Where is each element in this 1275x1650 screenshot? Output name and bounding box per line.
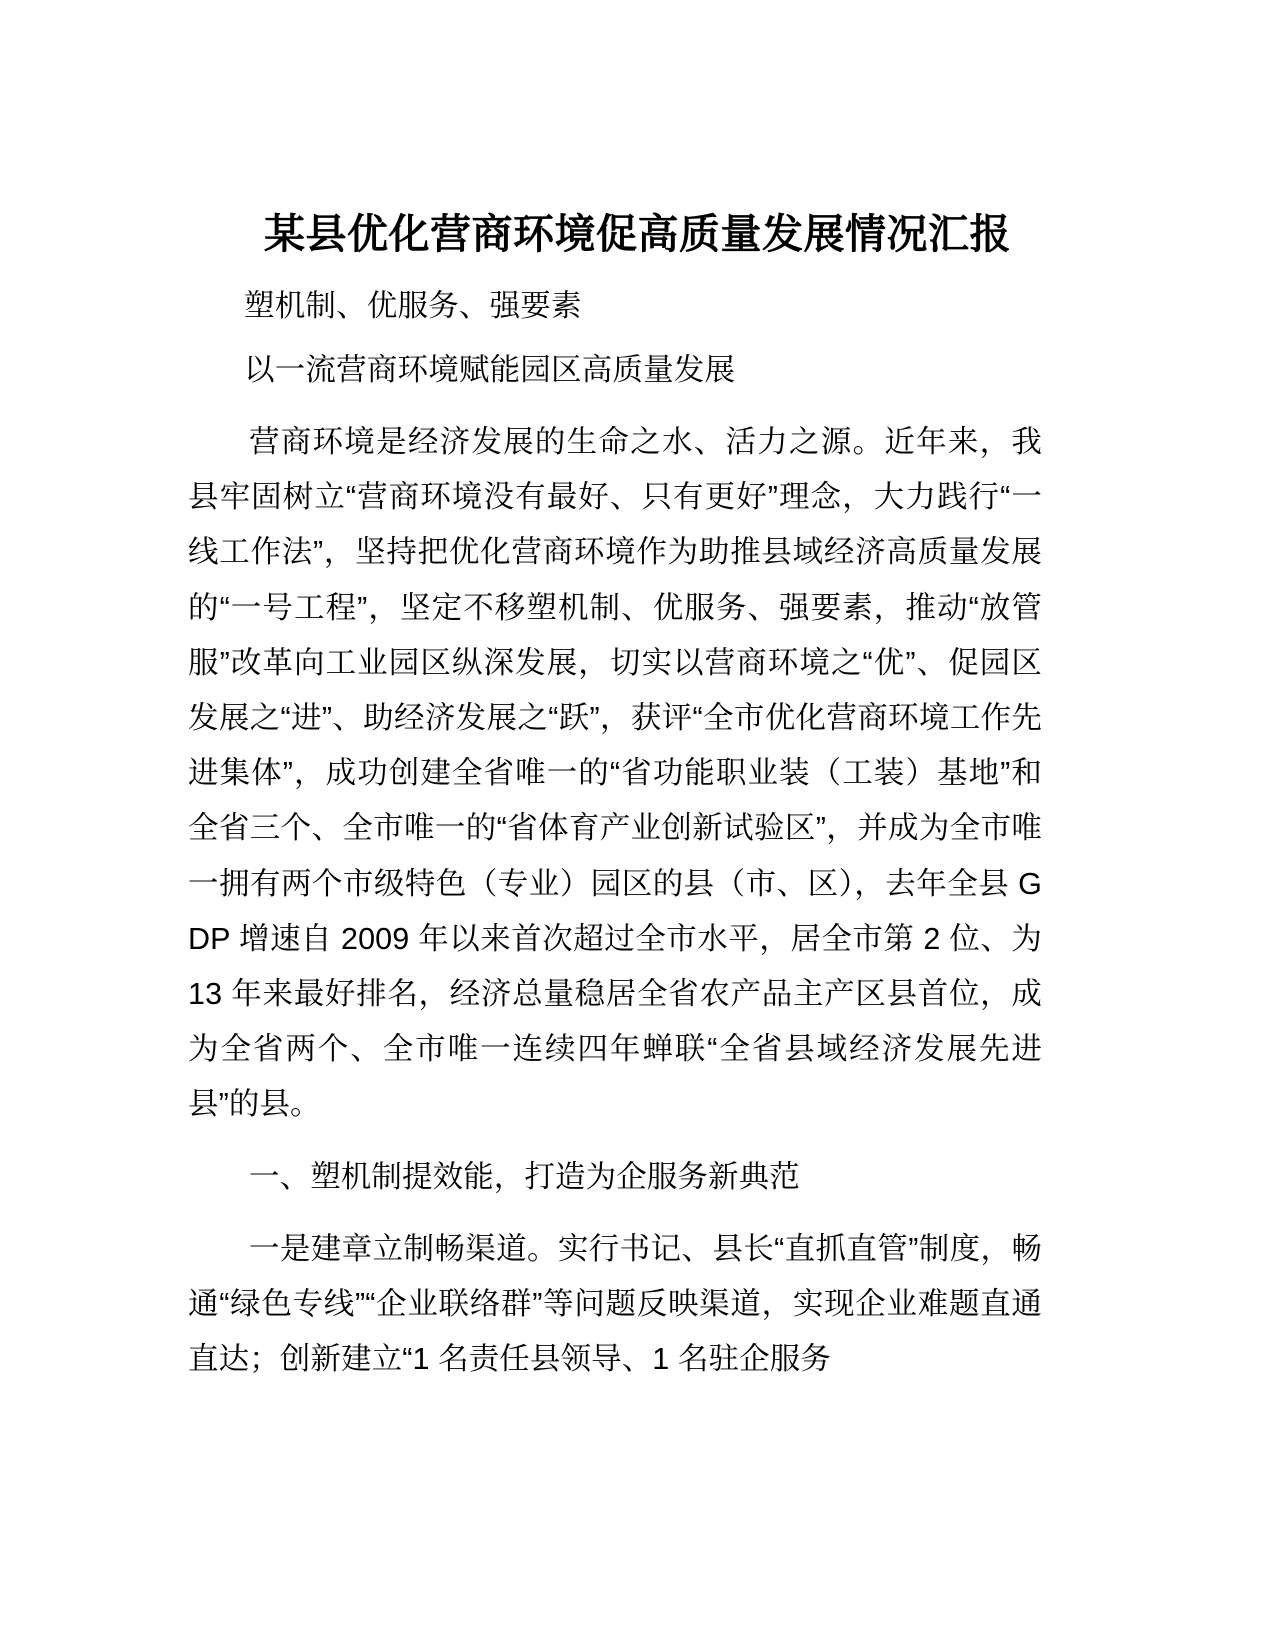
paragraph-spacer-2 — [188, 1205, 1042, 1222]
document-subtitle-1: 塑机制、优服务、强要素 — [244, 289, 582, 323]
subtitle-spacer — [188, 334, 1042, 342]
intro-paragraph: 营商环境是经济发展的生命之水、活力之源。近年来，我县牢固树立“营商环境没有最好、只有更好”理念，大力践行“一线工作法”，坚持把优化营商环境作为助推县域经济高质量发展的“一号工程”，坚定不移塑机制、优服务、强要素，推动“放管服”改革向工业园区纵深发展，切实以营商环境之“优”、促园区发展之“进”、助经济发展之“跃”，获评“全市优化营商环境工作先进集体”，成功创建全省唯一的“省功能职业装（工装）基地”和全省三个、全市唯一的“省体育产业创新试验区”，并成为全市唯一拥有两个市级特色（专业）园区的县（市、区），去年全县 GDP 增速自 2009 年以来首次超过全市水平，居全市第 2 位、为 13 年来最好排名，经济总量稳居全省农产品主产区县首位，成为全省两个、全市唯一连续四年蝉联“全省县域经济发展先进县”的县。 — [188, 425, 1042, 1122]
section-heading-1: 一、塑机制提效能，打造为企服务新典范 — [249, 1159, 800, 1194]
page-title: 某县优化营商环境促高质量发展情况汇报 — [264, 211, 1011, 257]
section-1-paragraph-1: 一是建章立制畅渠道。实行书记、县长“直抓直管”制度，畅通“绿色专线”“企业联络群”等问题反映渠道，实现企业难题直通直达；创新建立“1 名责任县领导、1 名驻企服务 — [188, 1231, 1042, 1377]
paragraph-spacer-1 — [188, 1133, 1042, 1150]
document-subtitle-2: 以一流营商环境赋能园区高质量发展 — [244, 353, 736, 387]
subtitle-body-spacer — [188, 398, 1042, 415]
